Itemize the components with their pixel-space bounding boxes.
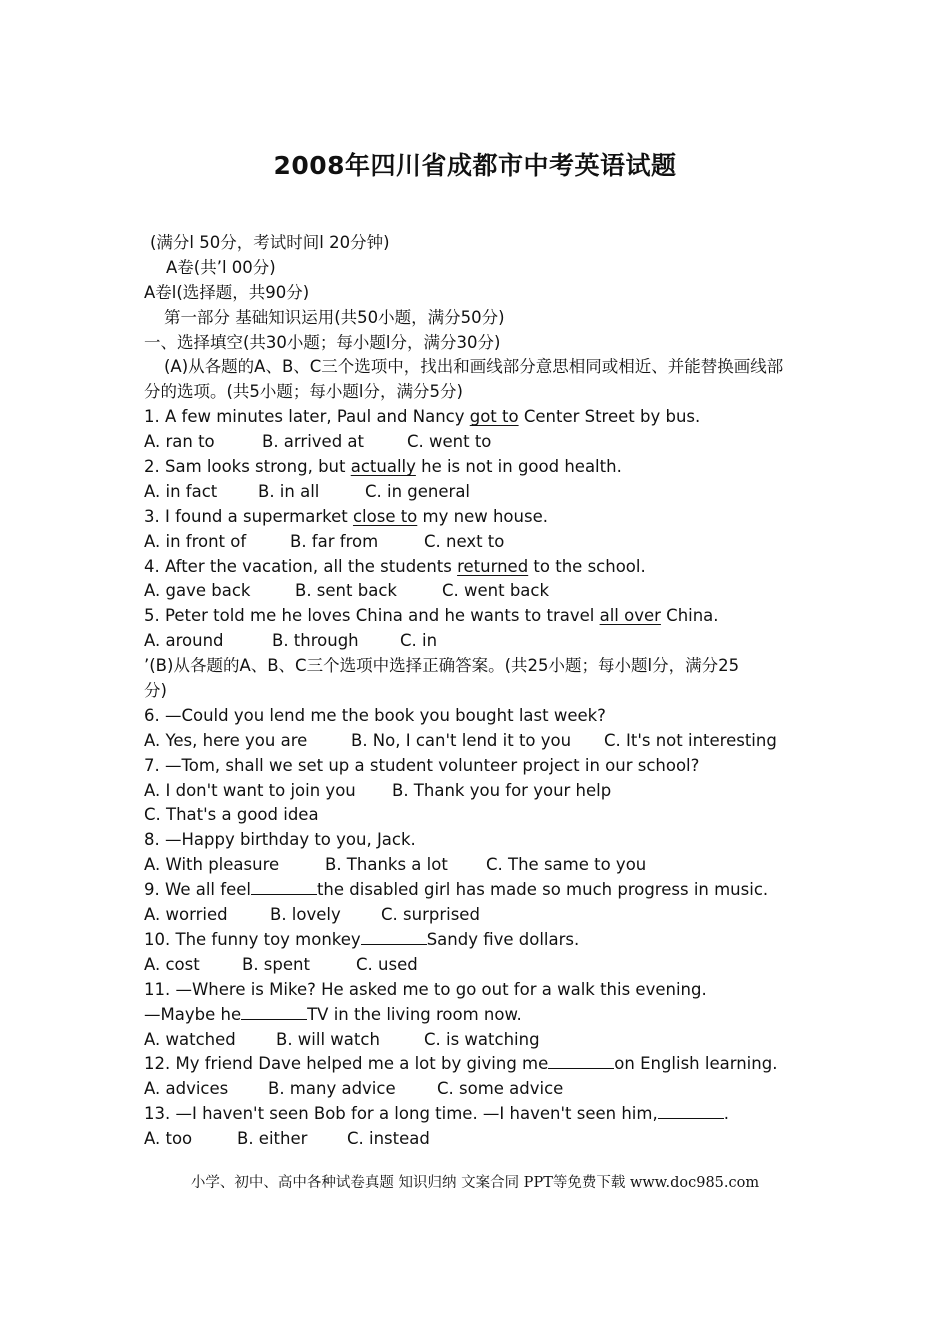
option-a: A. advices: [144, 1079, 229, 1099]
question-6: 6. —Could you lend me the book you bought last week?: [144, 705, 606, 725]
options-7: [144, 779, 814, 804]
option-c: C. some advice: [437, 1079, 564, 1099]
option-b: B. will watch: [276, 1029, 380, 1049]
question-text: he is not in good health.: [415, 457, 622, 477]
answer-blank: [658, 1102, 724, 1119]
question-3: [144, 505, 814, 530]
question-text: .: [723, 1104, 729, 1124]
option-a: A. worried: [144, 905, 228, 925]
answer-blank: [548, 1052, 614, 1069]
question-13: [144, 1102, 814, 1127]
question-text: 9. We all feel: [144, 880, 251, 900]
option-b: B. sent back: [295, 581, 397, 601]
question-12: [144, 1052, 814, 1077]
option-c: C. It's not interesting: [604, 730, 777, 750]
option-c: C. went back: [442, 581, 550, 601]
question-text: —Maybe he: [144, 1004, 242, 1024]
options-6: [144, 729, 814, 754]
question-text: TV in the living room now.: [307, 1004, 522, 1024]
underlined-phrase: returned: [457, 556, 529, 576]
options-13: [144, 1127, 814, 1152]
option-b: B. spent: [242, 954, 310, 974]
option-c: C. next to: [424, 531, 505, 551]
question-text: 13. —I haven't seen Bob for a long time. —I haven't seen him,: [144, 1104, 658, 1124]
question-text: 12. My friend Dave helped me a lot by giving me: [144, 1054, 549, 1074]
option-b: B. No, I can't lend it to you: [351, 730, 572, 750]
option-a: A. watched: [144, 1029, 236, 1049]
option-a: A. in front of: [144, 531, 247, 551]
underlined-phrase: all over: [599, 606, 661, 626]
options-5: [144, 629, 814, 654]
question-11-response: [144, 1003, 814, 1028]
answer-blank: [241, 1003, 307, 1020]
question-text: 2. Sam looks strong, but: [144, 457, 351, 477]
page-footer: 小学、初中、高中各种试卷真题 知识归纳 文案合同 PPT等免费下载 www.doc985.com: [190, 1175, 760, 1191]
options-4: [144, 579, 814, 604]
answer-blank: [251, 878, 317, 895]
section-b-instruction: ’(B)从各题的A、B、C三个选项中选择正确答案。(共25小题；每小题l分，满分25: [144, 656, 740, 676]
option-a: A. I don't want to join you: [144, 780, 356, 800]
option-c: C. in general: [365, 481, 471, 501]
option-c: C. The same to you: [486, 855, 647, 875]
section1-heading: 一、选择填空(共30小题；每小题l分，满分30分): [144, 332, 501, 352]
options-3: [144, 530, 814, 555]
option-b: B. lovely: [270, 905, 341, 925]
section-a-instruction: (A)从各题的A、B、C三个选项中，找出和画线部分意思相同或相近、并能替换画线部: [164, 357, 784, 377]
question-text: 5. Peter told me he loves China and he wants to travel: [144, 606, 600, 626]
option-a: A. too: [144, 1129, 193, 1149]
option-c: C. instead: [347, 1129, 430, 1149]
option-c: C. surprised: [381, 905, 480, 925]
answer-blank: [361, 928, 427, 945]
options-2: [144, 480, 814, 505]
question-text: 10. The funny toy monkey: [144, 929, 361, 949]
question-10: [144, 928, 814, 953]
option-b: B. through: [272, 631, 359, 651]
option-a: A. in fact: [144, 481, 218, 501]
question-text: 3. I found a supermarket: [144, 506, 353, 526]
underlined-phrase: close to: [352, 506, 418, 526]
question-text: my new house.: [417, 506, 548, 526]
question-8: 8. —Happy birthday to you, Jack.: [144, 830, 416, 850]
options-10: [144, 953, 814, 978]
option-c: C. went to: [407, 432, 492, 452]
question-1: [144, 405, 814, 430]
option-b: B. Thanks a lot: [325, 855, 448, 875]
section-b-instruction-cont: 分): [144, 681, 167, 701]
question-text: 4. After the vacation, all the students: [144, 556, 458, 576]
underlined-phrase: actually: [350, 457, 416, 477]
option-a: A. gave back: [144, 581, 251, 601]
option-a: A. With pleasure: [144, 855, 280, 875]
option-b: B. either: [237, 1129, 308, 1149]
options-8: [144, 853, 814, 878]
question-2: [144, 455, 814, 480]
exam-content: [144, 231, 814, 1152]
option-c: C. That's a good idea: [144, 805, 319, 825]
option-a: A. Yes, here you are: [144, 730, 308, 750]
question-text: Center Street by bus.: [518, 407, 701, 427]
options-9: [144, 903, 814, 928]
section-a-instruction-cont: 分的选项。(共5小题；每小题l分，满分5分): [144, 382, 463, 402]
option-b: B. arrived at: [262, 432, 364, 452]
question-text: China.: [660, 606, 719, 626]
option-a: A. cost: [144, 954, 200, 974]
paper-a1-heading: A卷l(选择题，共90分): [144, 282, 310, 302]
underlined-phrase: got to: [469, 407, 519, 427]
option-b: B. far from: [290, 531, 379, 551]
paper-a-heading: A卷(共’l 00分): [166, 257, 276, 277]
page-title: 2008年四川省成都市中考英语试题: [273, 151, 677, 180]
question-7: 7. —Tom, shall we set up a student volunteer project in our school?: [144, 755, 700, 775]
question-9: [144, 878, 814, 903]
option-b: B. many advice: [268, 1079, 396, 1099]
option-c: C. is watching: [424, 1029, 540, 1049]
full-marks-note: (满分l 50分，考试时间l 20分钟): [150, 233, 390, 252]
option-a: A. around: [144, 631, 224, 651]
option-a: A. ran to: [144, 432, 215, 452]
question-4: [144, 555, 814, 580]
options-1: [144, 430, 814, 455]
options-12: [144, 1077, 814, 1102]
question-text: 1. A few minutes later, Paul and Nancy: [144, 407, 470, 427]
question-text: the disabled girl has made so much progress in music.: [316, 880, 769, 900]
question-5: [144, 604, 814, 629]
option-b: B. in all: [258, 481, 320, 501]
option-c: C. used: [356, 954, 418, 974]
question-text: Sandy five dollars.: [426, 929, 580, 949]
option-c: C. in: [400, 631, 438, 651]
question-text: on English learning.: [614, 1054, 778, 1074]
question-text: to the school.: [528, 556, 646, 576]
options-7-c: [144, 803, 814, 828]
question-11: 11. —Where is Mike? He asked me to go out for a walk this evening.: [144, 979, 707, 999]
part1-heading: 第一部分 基础知识运用(共50小题，满分50分): [164, 307, 505, 327]
options-11: [144, 1028, 814, 1053]
option-b: B. Thank you for your help: [392, 780, 612, 800]
